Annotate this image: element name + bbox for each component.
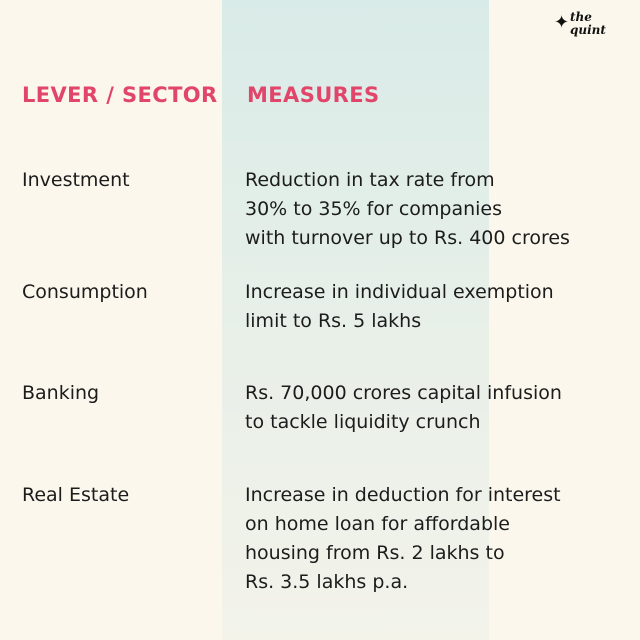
- measure-line: Rs. 3.5 lakhs p.a.: [245, 571, 409, 593]
- measure-text-consumption: [245, 278, 554, 336]
- measure-line: 30% to 35% for companies: [245, 198, 503, 220]
- the-quint-logo: [554, 10, 624, 44]
- measure-text-investment: [245, 166, 570, 253]
- measure-text-real-estate: [245, 481, 561, 597]
- measure-line: Reduction in tax rate from: [245, 169, 495, 191]
- measure-line: housing from Rs. 2 lakhs to: [245, 542, 505, 564]
- measure-text-banking: [245, 379, 562, 437]
- sector-label-consumption: Consumption: [22, 281, 148, 303]
- sector-label-banking: Banking: [22, 382, 100, 404]
- measure-line: with turnover up to Rs. 400 crores: [245, 227, 570, 249]
- quint-mark-icon: ✦: [554, 12, 570, 33]
- header-lever-sector: LEVER / SECTOR: [22, 83, 218, 107]
- logo-text-the: the: [570, 10, 592, 24]
- logo-text-quint: quint: [570, 23, 606, 37]
- sector-label-investment: Investment: [22, 169, 130, 191]
- measure-line: Increase in deduction for interest: [245, 484, 561, 506]
- measure-line: to tackle liquidity crunch: [245, 411, 481, 433]
- measure-line: Increase in individual exemption: [245, 281, 554, 303]
- sector-label-real-estate: Real Estate: [22, 484, 130, 506]
- measure-line: limit to Rs. 5 lakhs: [245, 310, 422, 332]
- measure-line: Rs. 70,000 crores capital infusion: [245, 382, 562, 404]
- measure-line: on home loan for affordable: [245, 513, 510, 535]
- header-measures: MEASURES: [247, 83, 380, 107]
